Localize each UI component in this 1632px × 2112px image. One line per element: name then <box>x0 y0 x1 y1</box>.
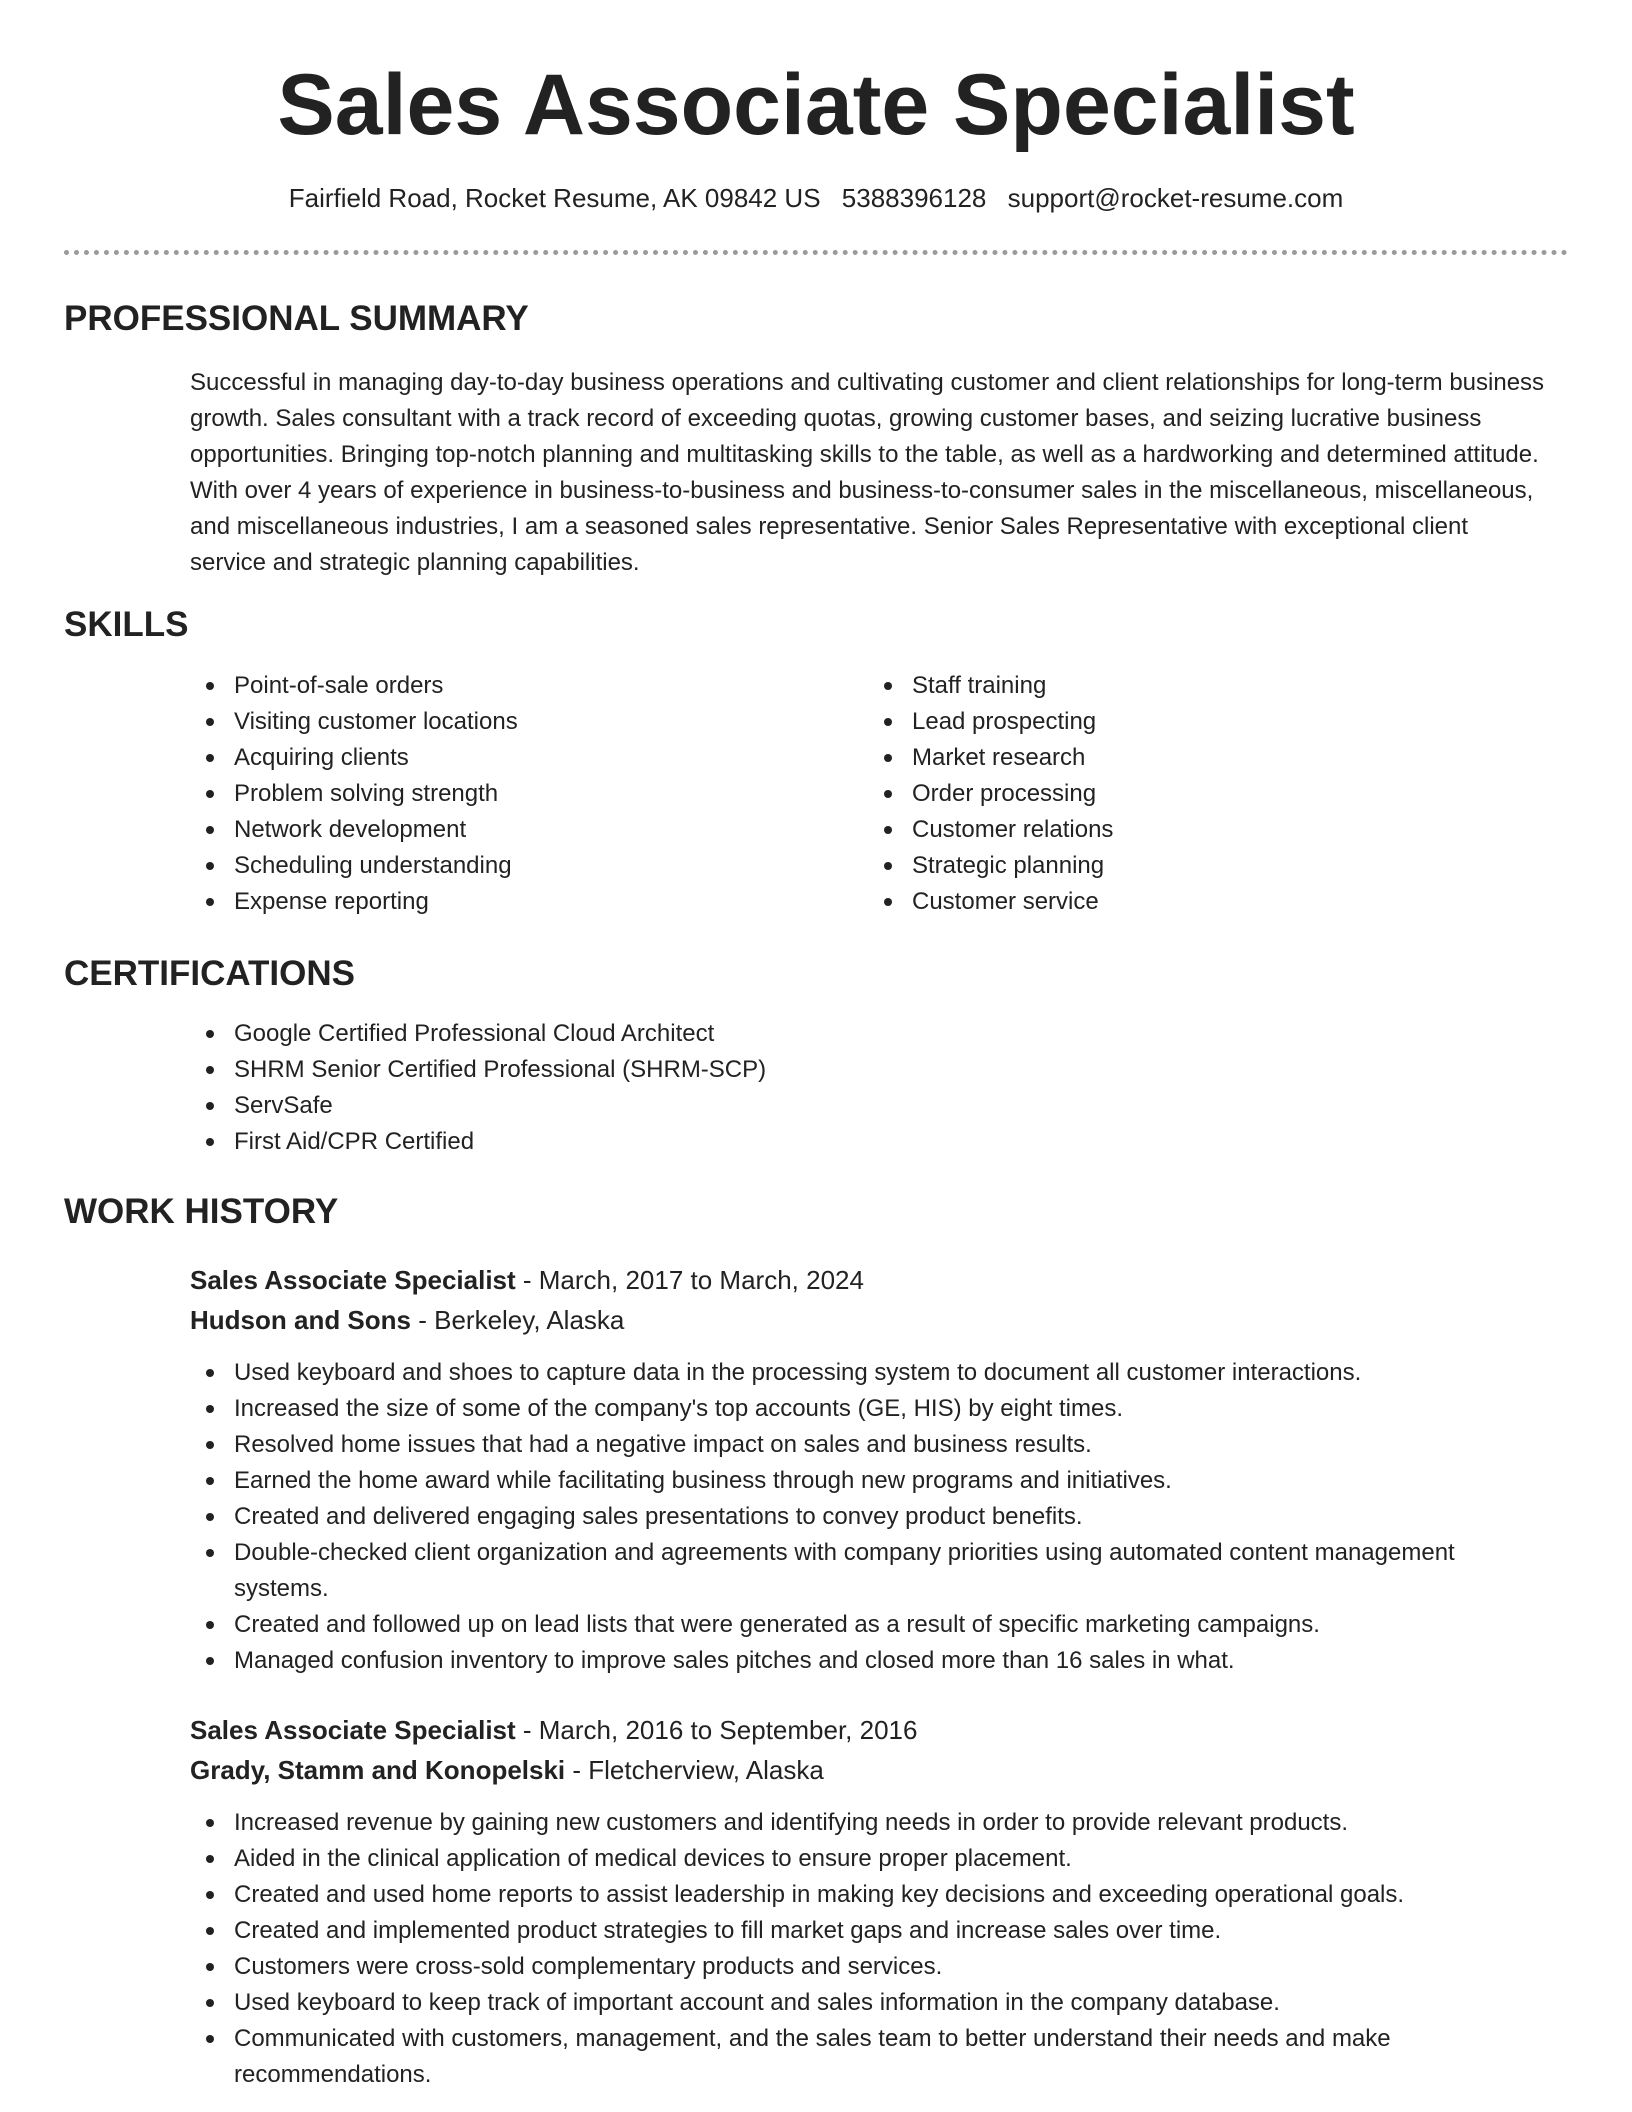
contact-email: support@rocket-resume.com <box>1007 183 1344 213</box>
skill-item: Point-of-sale orders <box>190 668 830 704</box>
job-bullet: Increased the size of some of the company's top accounts (GE, HIS) by eight times. <box>190 1391 1530 1427</box>
job-bullet: Created and used home reports to assist leadership in making key decisions and exceeding operational goals. <box>190 1877 1530 1913</box>
job-title-line <box>190 1710 917 1750</box>
skill-item: Acquiring clients <box>190 740 830 776</box>
skill-item: Lead prospecting <box>868 704 1508 740</box>
skill-item: Order processing <box>868 776 1508 812</box>
job-bullet: Created and implemented product strategies to fill market gaps and increase sales over time. <box>190 1913 1530 1949</box>
work-history-heading: WORK HISTORY <box>64 1192 339 1231</box>
skill-item: Market research <box>868 740 1508 776</box>
job-bullet: Communicated with customers, management, and the sales team to better understand their needs and make recommendations. <box>190 2021 1530 2093</box>
summary-text: Successful in managing day-to-day business operations and cultivating customer and client relationships for long-term business growth. Sales consultant with a track record of exceeding quotas, growing customer bases, and seizing lucrative business opportunities. Bringing top-notch planning and multitasking skills to the table, as well as a hardworking and determined attitude. With over 4 years of experience in business-to-business and business-to-consumer sales in the miscellaneous, miscellaneous, and miscellaneous industries, I am a seasoned sales representative. Senior Sales Representative with exceptional client service and strategic planning capabilities. <box>190 369 1545 576</box>
skill-item: Network development <box>190 812 830 848</box>
skill-item: Visiting customer locations <box>190 704 830 740</box>
certification-item: ServSafe <box>190 1088 1490 1124</box>
skills-heading: SKILLS <box>64 605 189 644</box>
job-bullet: Aided in the clinical application of medical devices to ensure proper placement. <box>190 1841 1530 1877</box>
summary-heading: PROFESSIONAL SUMMARY <box>64 299 529 338</box>
job-dates: - March, 2016 to September, 2016 <box>515 1715 918 1745</box>
skills-list-left <box>190 668 830 920</box>
job-location: - Berkeley, Alaska <box>411 1305 625 1335</box>
skill-item: Strategic planning <box>868 848 1508 884</box>
contact-address: Fairfield Road, Rocket Resume, AK 09842 US <box>288 183 821 213</box>
job-bullet: Resolved home issues that had a negative impact on sales and business results. <box>190 1427 1530 1463</box>
certification-item: First Aid/CPR Certified <box>190 1124 1490 1160</box>
header-divider <box>64 250 1568 255</box>
job-company: Grady, Stamm and Konopelski <box>190 1755 566 1785</box>
skill-item: Scheduling understanding <box>190 848 830 884</box>
job-bullet: Created and followed up on lead lists that were generated as a result of specific marketing campaigns. <box>190 1607 1530 1643</box>
job-role: Sales Associate Specialist <box>190 1265 516 1295</box>
job-bullet: Created and delivered engaging sales presentations to convey product benefits. <box>190 1499 1530 1535</box>
job-company: Hudson and Sons <box>190 1305 411 1335</box>
contact-phone: 5388396128 <box>841 183 987 213</box>
skill-item: Customer service <box>868 884 1508 920</box>
job-bullet: Earned the home award while facilitating business through new programs and initiatives. <box>190 1463 1530 1499</box>
job-location: - Fletcherview, Alaska <box>565 1755 824 1785</box>
job-bullet: Customers were cross-sold complementary products and services. <box>190 1949 1530 1985</box>
job-bullets <box>190 1805 1530 2093</box>
candidate-name: Sales Associate Specialist <box>277 57 1355 153</box>
job-title-line <box>190 1260 864 1300</box>
skills-list-right <box>868 668 1508 920</box>
job-bullet: Managed confusion inventory to improve sales pitches and closed more than 16 sales in what. <box>190 1643 1530 1679</box>
job-bullet: Used keyboard to keep track of important account and sales information in the company database. <box>190 1985 1530 2021</box>
certifications-list <box>190 1016 1490 1160</box>
skill-item: Expense reporting <box>190 884 830 920</box>
contact-line <box>0 181 1632 215</box>
certification-item: SHRM Senior Certified Professional (SHRM-SCP) <box>190 1052 1490 1088</box>
certification-item: Google Certified Professional Cloud Architect <box>190 1016 1490 1052</box>
job-role: Sales Associate Specialist <box>190 1715 516 1745</box>
job-bullet: Increased revenue by gaining new customers and identifying needs in order to provide relevant products. <box>190 1805 1530 1841</box>
job-bullet: Double-checked client organization and agreements with company priorities using automated content management systems. <box>190 1535 1530 1607</box>
job-company-line <box>190 1750 824 1790</box>
job-bullet: Used keyboard and shoes to capture data in the processing system to document all customer interactions. <box>190 1355 1530 1391</box>
skill-item: Staff training <box>868 668 1508 704</box>
skill-item: Customer relations <box>868 812 1508 848</box>
certifications-heading: CERTIFICATIONS <box>64 954 356 993</box>
job-bullets <box>190 1355 1530 1679</box>
job-dates: - March, 2017 to March, 2024 <box>515 1265 864 1295</box>
job-company-line <box>190 1300 624 1340</box>
skill-item: Problem solving strength <box>190 776 830 812</box>
